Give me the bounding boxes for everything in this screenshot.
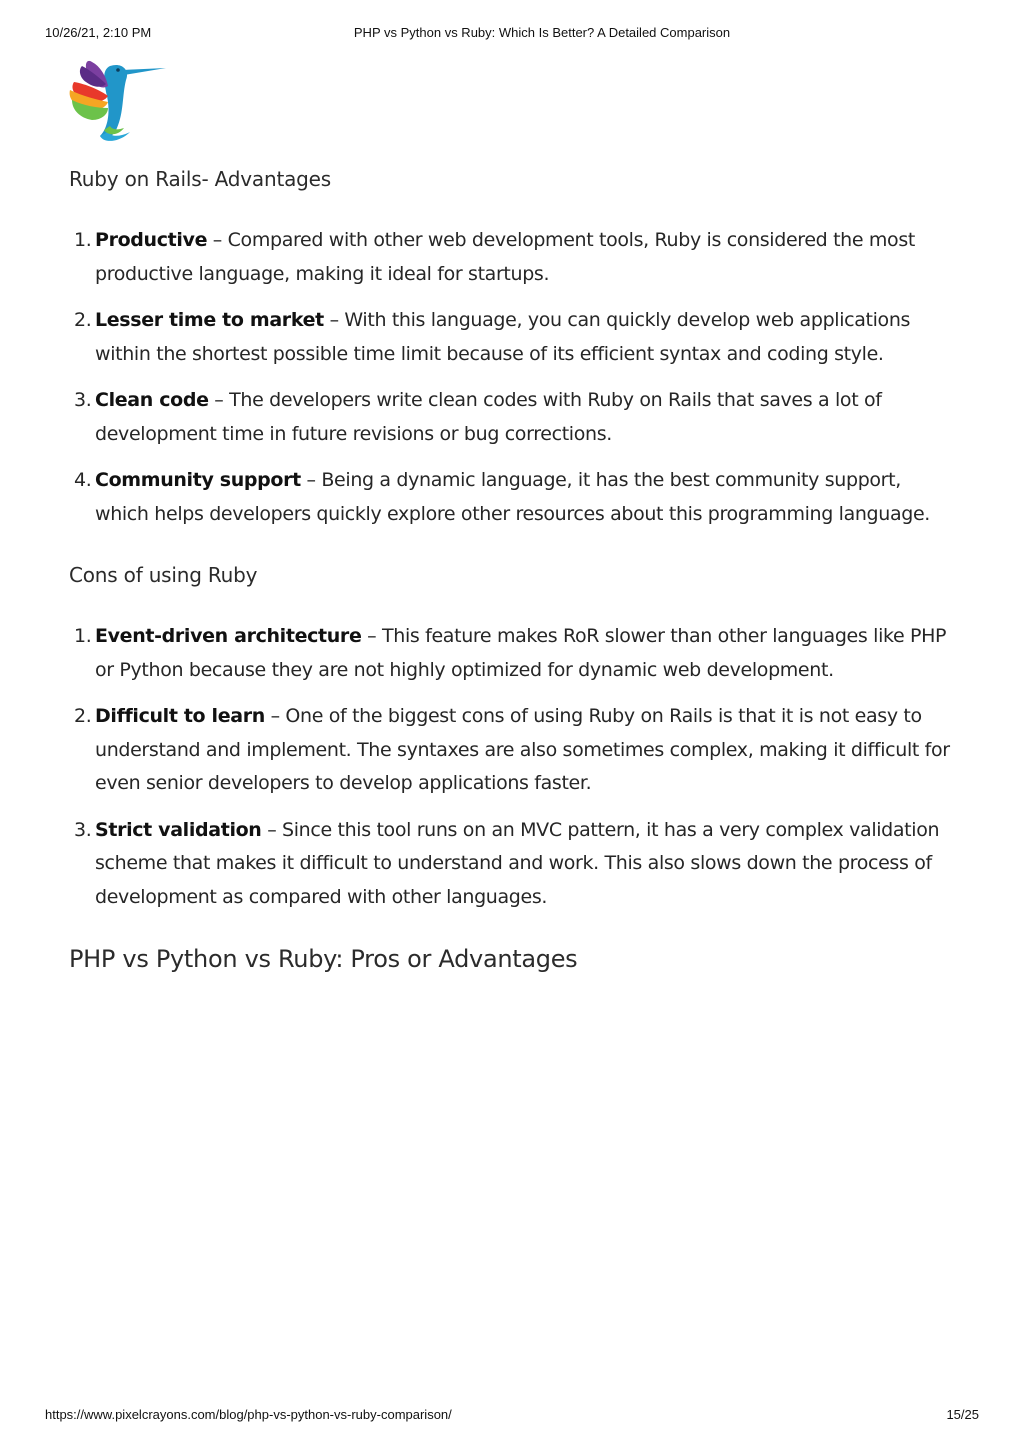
cons-list (69, 620, 959, 927)
print-page-title: PHP vs Python vs Ruby: Which Is Better? A Detailed Comparison (353, 25, 731, 40)
hummingbird-logo-icon (64, 56, 168, 144)
list-term: Difficult to learn (95, 705, 265, 727)
list-number: 2. (74, 705, 92, 727)
print-page-number: 15/25 (946, 1407, 979, 1422)
list-number: 4. (74, 469, 92, 491)
list-term: Community support (95, 469, 301, 491)
list-item (69, 384, 959, 451)
list-item (69, 224, 959, 291)
list-term: Event-driven architecture (95, 625, 362, 647)
list-text: – Since this tool runs on an MVC pattern, it has a very complex validation scheme that makes it difficult to understand and work. This also slows down the process of development as compared with other languages. (95, 818, 940, 908)
list-number: 2. (74, 309, 92, 331)
list-text: – This feature makes RoR slower than other languages like PHP or Python because they are not highly optimized for dynamic web development. (95, 625, 947, 681)
list-term: Clean code (95, 389, 209, 411)
list-number: 3. (74, 818, 92, 841)
list-text: – Being a dynamic language, it has the best community support, which helps developers quickly explore other resources about this programming language. (95, 469, 930, 525)
list-text: – One of the biggest cons of using Ruby on Rails is that it is not easy to understand and implement. The syntaxes are also sometimes complex, making it difficult for even senior developers to develop applications faster. (95, 705, 950, 794)
list-term: Strict validation (95, 818, 262, 841)
cons-heading: Cons of using Ruby (69, 563, 258, 587)
print-url: https://www.pixelcrayons.com/blog/php-vs-python-vs-ruby-comparison/ (45, 1407, 452, 1422)
list-item (69, 304, 959, 371)
list-text: – With this language, you can quickly develop web applications within the shortest possible time limit because of its efficient syntax and coding style. (95, 309, 911, 365)
advantages-list (69, 224, 959, 544)
list-item (69, 814, 959, 915)
print-datetime: 10/26/21, 2:10 PM (45, 25, 152, 40)
list-item (69, 620, 959, 687)
list-number: 3. (74, 389, 92, 411)
list-text: – Compared with other web development tools, Ruby is considered the most productive language, making it ideal for startups. (95, 229, 915, 285)
list-term: Productive (95, 229, 208, 251)
advantages-heading: Ruby on Rails- Advantages (69, 167, 331, 191)
list-number: 1. (74, 625, 92, 647)
list-number: 1. (74, 229, 92, 251)
list-item (69, 700, 959, 801)
print-header (45, 25, 979, 43)
list-term: Lesser time to market (95, 309, 324, 331)
list-text: – The developers write clean codes with Ruby on Rails that saves a lot of development time in future revisions or bug corrections. (95, 389, 882, 445)
pros-section-heading: PHP vs Python vs Ruby: Pros or Advantages (69, 945, 578, 973)
print-footer (45, 1407, 979, 1425)
site-logo[interactable] (64, 56, 168, 144)
list-item (69, 464, 959, 531)
